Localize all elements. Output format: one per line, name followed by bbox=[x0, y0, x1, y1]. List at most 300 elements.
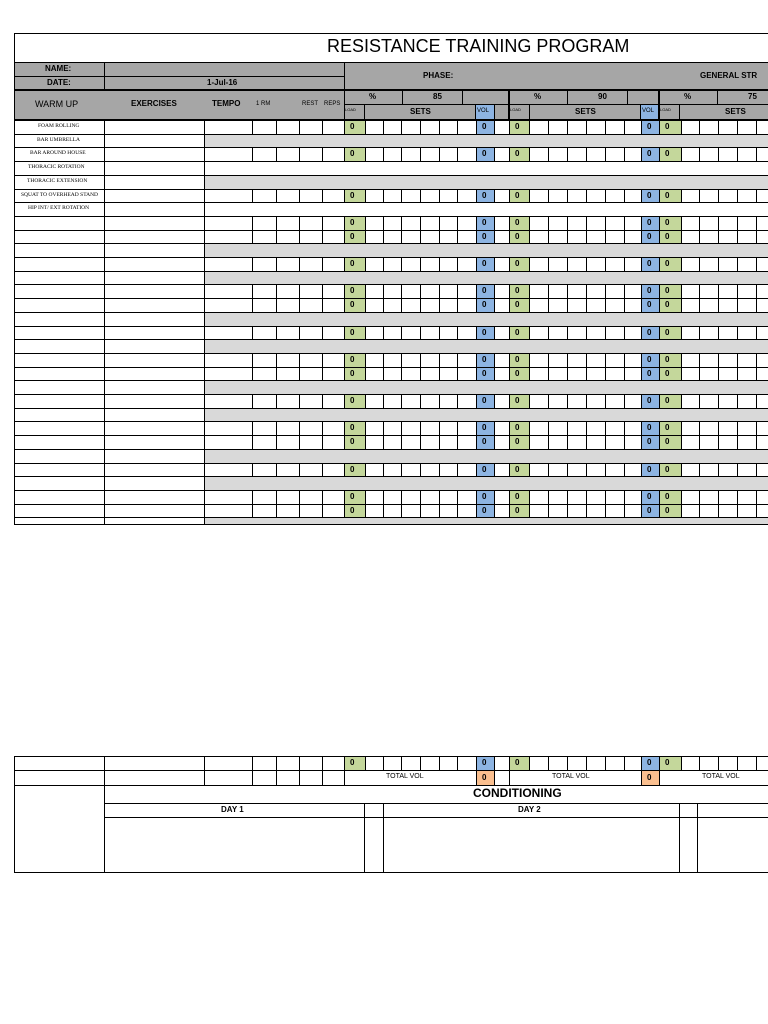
set-cell[interactable] bbox=[624, 435, 642, 450]
set-cell[interactable] bbox=[529, 756, 549, 771]
set-cell[interactable] bbox=[756, 353, 768, 368]
load-cell[interactable] bbox=[344, 298, 366, 313]
set-cell[interactable] bbox=[529, 147, 549, 162]
set-cell[interactable] bbox=[681, 284, 700, 299]
percent-value[interactable]: 90 bbox=[598, 92, 607, 101]
set-cell[interactable] bbox=[737, 504, 757, 518]
set-cell[interactable] bbox=[420, 326, 440, 340]
exercise-cell[interactable] bbox=[104, 517, 205, 525]
reps-cell[interactable] bbox=[322, 367, 345, 381]
warm-up-cell[interactable] bbox=[14, 120, 105, 135]
set-cell[interactable] bbox=[586, 490, 606, 505]
one-rm-cell[interactable] bbox=[252, 435, 277, 450]
exercise-cell[interactable] bbox=[104, 770, 205, 786]
exercise-cell[interactable] bbox=[104, 120, 205, 135]
set-cell[interactable] bbox=[548, 230, 568, 244]
set-cell[interactable] bbox=[605, 284, 625, 299]
set-cell[interactable] bbox=[605, 756, 625, 771]
exercise-cell[interactable] bbox=[104, 380, 205, 395]
set-cell[interactable] bbox=[548, 284, 568, 299]
blank-cell[interactable] bbox=[276, 326, 300, 340]
set-cell[interactable] bbox=[548, 367, 568, 381]
reps-cell[interactable] bbox=[322, 463, 345, 477]
set-cell[interactable] bbox=[420, 216, 440, 231]
set-cell[interactable] bbox=[457, 490, 477, 505]
set-cell[interactable] bbox=[624, 504, 642, 518]
set-cell[interactable] bbox=[756, 120, 768, 135]
set-cell[interactable] bbox=[624, 216, 642, 231]
set-cell[interactable] bbox=[624, 230, 642, 244]
set-cell[interactable] bbox=[567, 120, 587, 135]
set-cell[interactable] bbox=[457, 257, 477, 272]
set-cell[interactable] bbox=[737, 421, 757, 436]
warm-up-cell[interactable] bbox=[14, 175, 105, 190]
set-cell[interactable] bbox=[624, 120, 642, 135]
set-cell[interactable] bbox=[420, 421, 440, 436]
load-cell[interactable] bbox=[344, 230, 366, 244]
blank-cell[interactable] bbox=[276, 394, 300, 409]
reps-cell[interactable] bbox=[322, 421, 345, 436]
set-cell[interactable] bbox=[365, 463, 384, 477]
set-cell[interactable] bbox=[624, 189, 642, 203]
set-cell[interactable] bbox=[401, 756, 421, 771]
load-cell[interactable] bbox=[509, 367, 530, 381]
set-cell[interactable] bbox=[718, 394, 738, 409]
rest-cell[interactable] bbox=[299, 353, 323, 368]
set-cell[interactable] bbox=[737, 394, 757, 409]
exercise-cell[interactable] bbox=[104, 490, 205, 505]
warm-up-cell[interactable] bbox=[14, 161, 105, 176]
set-cell[interactable] bbox=[548, 504, 568, 518]
set-cell[interactable] bbox=[457, 189, 477, 203]
set-cell[interactable] bbox=[548, 120, 568, 135]
rest-cell[interactable] bbox=[299, 421, 323, 436]
set-cell[interactable] bbox=[699, 298, 719, 313]
rest-cell[interactable] bbox=[299, 284, 323, 299]
set-cell[interactable] bbox=[529, 353, 549, 368]
one-rm-cell[interactable] bbox=[252, 120, 277, 135]
load-cell[interactable] bbox=[659, 284, 682, 299]
set-cell[interactable] bbox=[529, 326, 549, 340]
set-cell[interactable] bbox=[567, 435, 587, 450]
set-cell[interactable] bbox=[383, 463, 402, 477]
set-cell[interactable] bbox=[383, 756, 402, 771]
set-cell[interactable] bbox=[401, 353, 421, 368]
set-cell[interactable] bbox=[586, 394, 606, 409]
tempo-cell[interactable] bbox=[204, 284, 253, 299]
load-cell[interactable] bbox=[344, 435, 366, 450]
set-cell[interactable] bbox=[718, 756, 738, 771]
load-cell[interactable] bbox=[659, 147, 682, 162]
set-cell[interactable] bbox=[401, 421, 421, 436]
set-cell[interactable] bbox=[737, 463, 757, 477]
set-cell[interactable] bbox=[457, 120, 477, 135]
set-cell[interactable] bbox=[365, 216, 384, 231]
exercise-cell[interactable] bbox=[104, 147, 205, 162]
blank-cell[interactable] bbox=[276, 504, 300, 518]
exercise-cell[interactable] bbox=[104, 504, 205, 518]
set-cell[interactable] bbox=[383, 147, 402, 162]
set-cell[interactable] bbox=[383, 490, 402, 505]
set-cell[interactable] bbox=[401, 284, 421, 299]
load-cell[interactable] bbox=[344, 463, 366, 477]
set-cell[interactable] bbox=[439, 504, 458, 518]
set-cell[interactable] bbox=[756, 216, 768, 231]
set-cell[interactable] bbox=[605, 120, 625, 135]
set-cell[interactable] bbox=[681, 298, 700, 313]
set-cell[interactable] bbox=[457, 353, 477, 368]
blank-cell[interactable] bbox=[276, 257, 300, 272]
set-cell[interactable] bbox=[529, 298, 549, 313]
tempo-cell[interactable] bbox=[204, 147, 253, 162]
set-cell[interactable] bbox=[737, 298, 757, 313]
load-cell[interactable] bbox=[659, 326, 682, 340]
set-cell[interactable] bbox=[365, 298, 384, 313]
blank-cell[interactable] bbox=[276, 463, 300, 477]
set-cell[interactable] bbox=[756, 284, 768, 299]
set-cell[interactable] bbox=[365, 504, 384, 518]
set-cell[interactable] bbox=[383, 284, 402, 299]
warm-up-cell[interactable] bbox=[14, 770, 105, 786]
set-cell[interactable] bbox=[681, 230, 700, 244]
set-cell[interactable] bbox=[383, 326, 402, 340]
set-cell[interactable] bbox=[420, 284, 440, 299]
one-rm-cell[interactable] bbox=[252, 230, 277, 244]
load-cell[interactable] bbox=[659, 756, 682, 771]
set-cell[interactable] bbox=[529, 284, 549, 299]
set-cell[interactable] bbox=[457, 504, 477, 518]
set-cell[interactable] bbox=[737, 367, 757, 381]
load-cell[interactable] bbox=[659, 120, 682, 135]
set-cell[interactable] bbox=[756, 421, 768, 436]
set-cell[interactable] bbox=[718, 421, 738, 436]
set-cell[interactable] bbox=[457, 367, 477, 381]
warm-up-cell[interactable] bbox=[14, 189, 105, 203]
set-cell[interactable] bbox=[699, 257, 719, 272]
tempo-cell[interactable] bbox=[204, 770, 253, 786]
set-cell[interactable] bbox=[605, 367, 625, 381]
set-cell[interactable] bbox=[420, 504, 440, 518]
set-cell[interactable] bbox=[605, 257, 625, 272]
load-cell[interactable] bbox=[509, 421, 530, 436]
rest-cell[interactable] bbox=[299, 463, 323, 477]
set-cell[interactable] bbox=[718, 147, 738, 162]
set-cell[interactable] bbox=[457, 147, 477, 162]
one-rm-cell[interactable] bbox=[252, 147, 277, 162]
set-cell[interactable] bbox=[605, 394, 625, 409]
one-rm-cell[interactable] bbox=[252, 367, 277, 381]
one-rm-cell[interactable] bbox=[252, 490, 277, 505]
one-rm-cell[interactable] bbox=[252, 353, 277, 368]
warm-up-cell[interactable] bbox=[14, 380, 105, 395]
set-cell[interactable] bbox=[457, 216, 477, 231]
exercise-cell[interactable] bbox=[104, 175, 205, 190]
set-cell[interactable] bbox=[718, 189, 738, 203]
set-cell[interactable] bbox=[605, 298, 625, 313]
warm-up-cell[interactable] bbox=[14, 408, 105, 422]
set-cell[interactable] bbox=[420, 120, 440, 135]
set-cell[interactable] bbox=[586, 756, 606, 771]
set-cell[interactable] bbox=[567, 463, 587, 477]
one-rm-cell[interactable] bbox=[252, 770, 277, 786]
set-cell[interactable] bbox=[681, 394, 700, 409]
exercise-cell[interactable] bbox=[104, 298, 205, 313]
set-cell[interactable] bbox=[365, 257, 384, 272]
rest-cell[interactable] bbox=[299, 756, 323, 771]
set-cell[interactable] bbox=[681, 216, 700, 231]
load-cell[interactable] bbox=[344, 504, 366, 518]
set-cell[interactable] bbox=[529, 216, 549, 231]
load-cell[interactable] bbox=[509, 230, 530, 244]
rest-cell[interactable] bbox=[299, 147, 323, 162]
set-cell[interactable] bbox=[624, 463, 642, 477]
set-cell[interactable] bbox=[567, 147, 587, 162]
warm-up-cell[interactable] bbox=[14, 339, 105, 354]
set-cell[interactable] bbox=[699, 189, 719, 203]
set-cell[interactable] bbox=[365, 367, 384, 381]
set-cell[interactable] bbox=[401, 490, 421, 505]
rest-cell[interactable] bbox=[299, 435, 323, 450]
set-cell[interactable] bbox=[605, 230, 625, 244]
set-cell[interactable] bbox=[383, 216, 402, 231]
set-cell[interactable] bbox=[718, 120, 738, 135]
one-rm-cell[interactable] bbox=[252, 298, 277, 313]
set-cell[interactable] bbox=[624, 394, 642, 409]
reps-cell[interactable] bbox=[322, 216, 345, 231]
rest-cell[interactable] bbox=[299, 367, 323, 381]
date-value[interactable]: 1-Jul-16 bbox=[207, 78, 238, 87]
reps-cell[interactable] bbox=[322, 257, 345, 272]
load-cell[interactable] bbox=[509, 394, 530, 409]
exercise-cell[interactable] bbox=[104, 284, 205, 299]
exercise-cell[interactable] bbox=[104, 463, 205, 477]
exercise-cell[interactable] bbox=[104, 421, 205, 436]
set-cell[interactable] bbox=[548, 189, 568, 203]
load-cell[interactable] bbox=[344, 216, 366, 231]
rest-cell[interactable] bbox=[299, 394, 323, 409]
rest-cell[interactable] bbox=[299, 298, 323, 313]
set-cell[interactable] bbox=[699, 756, 719, 771]
exercise-cell[interactable] bbox=[104, 476, 205, 491]
set-cell[interactable] bbox=[365, 435, 384, 450]
exercise-cell[interactable] bbox=[104, 257, 205, 272]
warm-up-cell[interactable] bbox=[14, 312, 105, 327]
set-cell[interactable] bbox=[401, 298, 421, 313]
load-cell[interactable] bbox=[509, 120, 530, 135]
set-cell[interactable] bbox=[681, 257, 700, 272]
reps-cell[interactable] bbox=[322, 326, 345, 340]
set-cell[interactable] bbox=[605, 189, 625, 203]
set-cell[interactable] bbox=[718, 326, 738, 340]
exercise-cell[interactable] bbox=[104, 367, 205, 381]
load-cell[interactable] bbox=[659, 189, 682, 203]
exercise-cell[interactable] bbox=[104, 134, 205, 148]
tempo-cell[interactable] bbox=[204, 421, 253, 436]
set-cell[interactable] bbox=[624, 284, 642, 299]
warm-up-cell[interactable] bbox=[14, 435, 105, 450]
set-cell[interactable] bbox=[586, 147, 606, 162]
set-cell[interactable] bbox=[567, 230, 587, 244]
one-rm-cell[interactable] bbox=[252, 504, 277, 518]
set-cell[interactable] bbox=[439, 298, 458, 313]
set-cell[interactable] bbox=[699, 394, 719, 409]
set-cell[interactable] bbox=[681, 421, 700, 436]
set-cell[interactable] bbox=[365, 120, 384, 135]
set-cell[interactable] bbox=[737, 257, 757, 272]
set-cell[interactable] bbox=[737, 189, 757, 203]
rest-cell[interactable] bbox=[299, 504, 323, 518]
set-cell[interactable] bbox=[699, 230, 719, 244]
load-cell[interactable] bbox=[659, 435, 682, 450]
set-cell[interactable] bbox=[457, 756, 477, 771]
exercise-cell[interactable] bbox=[104, 435, 205, 450]
set-cell[interactable] bbox=[586, 326, 606, 340]
set-cell[interactable] bbox=[567, 298, 587, 313]
blank-cell[interactable] bbox=[276, 367, 300, 381]
set-cell[interactable] bbox=[605, 147, 625, 162]
set-cell[interactable] bbox=[605, 216, 625, 231]
set-cell[interactable] bbox=[737, 147, 757, 162]
warm-up-cell[interactable] bbox=[14, 147, 105, 162]
set-cell[interactable] bbox=[586, 257, 606, 272]
set-cell[interactable] bbox=[457, 284, 477, 299]
set-cell[interactable] bbox=[365, 394, 384, 409]
reps-cell[interactable] bbox=[322, 353, 345, 368]
load-cell[interactable] bbox=[659, 298, 682, 313]
warm-up-cell[interactable] bbox=[14, 490, 105, 505]
set-cell[interactable] bbox=[567, 756, 587, 771]
set-cell[interactable] bbox=[420, 257, 440, 272]
set-cell[interactable] bbox=[699, 353, 719, 368]
set-cell[interactable] bbox=[383, 435, 402, 450]
set-cell[interactable] bbox=[401, 367, 421, 381]
set-cell[interactable] bbox=[586, 189, 606, 203]
load-cell[interactable] bbox=[344, 490, 366, 505]
exercise-cell[interactable] bbox=[104, 312, 205, 327]
set-cell[interactable] bbox=[756, 394, 768, 409]
set-cell[interactable] bbox=[737, 230, 757, 244]
blank-cell[interactable] bbox=[276, 147, 300, 162]
percent-value[interactable]: 75 bbox=[748, 92, 757, 101]
blank-cell[interactable] bbox=[276, 120, 300, 135]
reps-cell[interactable] bbox=[322, 504, 345, 518]
warm-up-cell[interactable] bbox=[14, 421, 105, 436]
load-cell[interactable] bbox=[509, 435, 530, 450]
one-rm-cell[interactable] bbox=[252, 421, 277, 436]
load-cell[interactable] bbox=[659, 353, 682, 368]
reps-cell[interactable] bbox=[322, 490, 345, 505]
one-rm-cell[interactable] bbox=[252, 463, 277, 477]
set-cell[interactable] bbox=[439, 120, 458, 135]
reps-cell[interactable] bbox=[322, 189, 345, 203]
set-cell[interactable] bbox=[756, 147, 768, 162]
set-cell[interactable] bbox=[605, 435, 625, 450]
set-cell[interactable] bbox=[699, 367, 719, 381]
set-cell[interactable] bbox=[567, 257, 587, 272]
blank-cell[interactable] bbox=[276, 770, 300, 786]
set-cell[interactable] bbox=[439, 230, 458, 244]
set-cell[interactable] bbox=[718, 257, 738, 272]
set-cell[interactable] bbox=[529, 367, 549, 381]
set-cell[interactable] bbox=[365, 189, 384, 203]
one-rm-cell[interactable] bbox=[252, 189, 277, 203]
exercise-cell[interactable] bbox=[104, 189, 205, 203]
set-cell[interactable] bbox=[699, 120, 719, 135]
warm-up-cell[interactable] bbox=[14, 243, 105, 258]
set-cell[interactable] bbox=[605, 326, 625, 340]
set-cell[interactable] bbox=[586, 421, 606, 436]
set-cell[interactable] bbox=[439, 435, 458, 450]
warm-up-cell[interactable] bbox=[14, 326, 105, 340]
set-cell[interactable] bbox=[567, 490, 587, 505]
rest-cell[interactable] bbox=[299, 230, 323, 244]
set-cell[interactable] bbox=[439, 756, 458, 771]
set-cell[interactable] bbox=[439, 284, 458, 299]
day-1-notes[interactable] bbox=[106, 819, 362, 871]
set-cell[interactable] bbox=[756, 756, 768, 771]
warm-up-cell[interactable] bbox=[14, 202, 105, 217]
set-cell[interactable] bbox=[624, 353, 642, 368]
load-cell[interactable] bbox=[344, 756, 366, 771]
one-rm-cell[interactable] bbox=[252, 756, 277, 771]
load-cell[interactable] bbox=[659, 216, 682, 231]
set-cell[interactable] bbox=[383, 120, 402, 135]
set-cell[interactable] bbox=[548, 326, 568, 340]
set-cell[interactable] bbox=[681, 189, 700, 203]
warm-up-cell[interactable] bbox=[14, 394, 105, 409]
phase-value[interactable]: GENERAL STR bbox=[700, 71, 758, 80]
tempo-cell[interactable] bbox=[204, 230, 253, 244]
set-cell[interactable] bbox=[681, 326, 700, 340]
set-cell[interactable] bbox=[548, 298, 568, 313]
set-cell[interactable] bbox=[401, 504, 421, 518]
warm-up-cell[interactable] bbox=[14, 463, 105, 477]
set-cell[interactable] bbox=[756, 257, 768, 272]
set-cell[interactable] bbox=[365, 326, 384, 340]
set-cell[interactable] bbox=[718, 230, 738, 244]
set-cell[interactable] bbox=[567, 326, 587, 340]
set-cell[interactable] bbox=[756, 230, 768, 244]
set-cell[interactable] bbox=[401, 326, 421, 340]
set-cell[interactable] bbox=[586, 367, 606, 381]
reps-cell[interactable] bbox=[322, 770, 345, 786]
exercise-cell[interactable] bbox=[104, 326, 205, 340]
set-cell[interactable] bbox=[420, 756, 440, 771]
set-cell[interactable] bbox=[624, 147, 642, 162]
warm-up-cell[interactable] bbox=[14, 257, 105, 272]
exercise-cell[interactable] bbox=[104, 243, 205, 258]
set-cell[interactable] bbox=[401, 394, 421, 409]
set-cell[interactable] bbox=[457, 463, 477, 477]
set-cell[interactable] bbox=[383, 230, 402, 244]
set-cell[interactable] bbox=[718, 435, 738, 450]
set-cell[interactable] bbox=[567, 353, 587, 368]
set-cell[interactable] bbox=[529, 394, 549, 409]
set-cell[interactable] bbox=[756, 504, 768, 518]
load-cell[interactable] bbox=[344, 367, 366, 381]
load-cell[interactable] bbox=[344, 147, 366, 162]
set-cell[interactable] bbox=[718, 284, 738, 299]
set-cell[interactable] bbox=[529, 504, 549, 518]
set-cell[interactable] bbox=[567, 394, 587, 409]
warm-up-cell[interactable] bbox=[14, 517, 105, 525]
blank-cell[interactable] bbox=[276, 353, 300, 368]
blank-cell[interactable] bbox=[276, 230, 300, 244]
set-cell[interactable] bbox=[548, 463, 568, 477]
exercise-cell[interactable] bbox=[104, 449, 205, 464]
set-cell[interactable] bbox=[718, 298, 738, 313]
load-cell[interactable] bbox=[344, 421, 366, 436]
